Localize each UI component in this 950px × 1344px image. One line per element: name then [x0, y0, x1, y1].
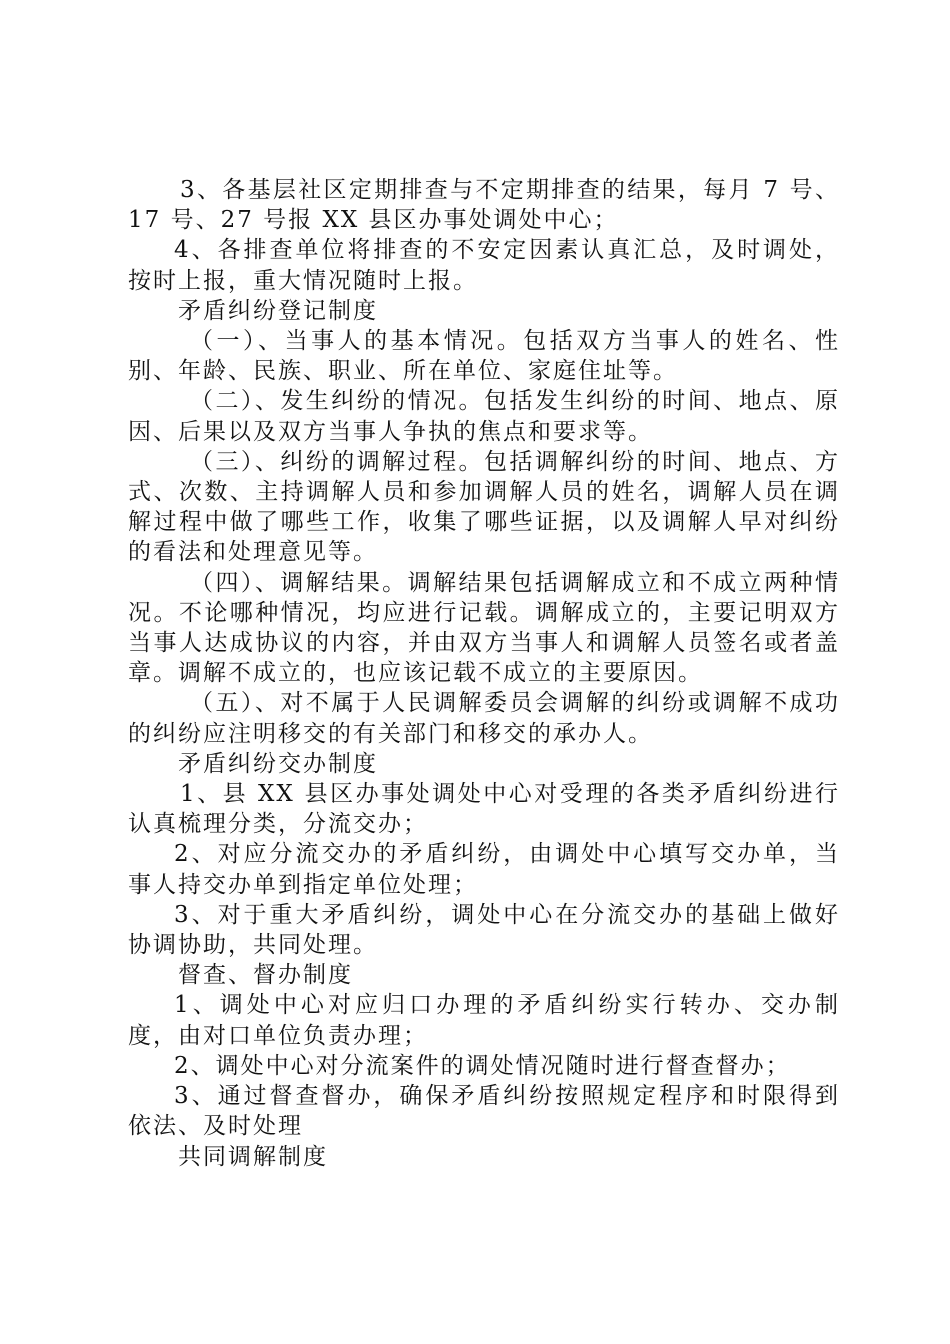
section-heading-joint-mediation: 共同调解制度: [178, 1143, 328, 1170]
paragraph-report-schedule: 3、各基层社区定期排查与不定期排查的结果，每月 7 号、17 号、27 号报 XX 县区办事处调处中心；: [128, 177, 840, 234]
paragraph-assignment-two: 2、对应分流交办的矛盾纠纷，由调处中心填写交办单，当事人持交办单到指定单位处理；: [128, 841, 840, 898]
paragraph-assignment-three: 3、对于重大矛盾纠纷，调处中心在分流交办的基础上做好协调协助，共同处理。: [128, 901, 840, 959]
section-heading-supervision: 督查、督办制度: [178, 962, 353, 989]
paragraph-summary-report: 4、各排查单位将排查的不安定因素认真汇总，及时调处，按时上报，重大情况随时上报。: [128, 237, 840, 294]
paragraph-supervision-two: 2、调处中心对分流案件的调处情况随时进行督查督办；: [174, 1052, 791, 1079]
paragraph-supervision-one: 1、调处中心对应归口办理的矛盾纠纷实行转办、交办制度，由对口单位负责办理；: [128, 992, 840, 1049]
paragraph-supervision-three: 3、通过督查督办，确保矛盾纠纷按照规定程序和时限得到依法、及时处理: [128, 1083, 840, 1140]
paragraph-assignment-one: 1、县 XX 县区办事处调处中心对受理的各类矛盾纠纷进行认真梳理分类，分流交办；: [128, 781, 840, 838]
section-heading-assignment: 矛盾纠纷交办制度: [178, 750, 378, 777]
document-body: [128, 175, 840, 1172]
paragraph-item-five: （五）、对不属于人民调解委员会调解的纠纷或调解不成功的纠纷应注明移交的有关部门和移交的承办人。: [128, 690, 840, 747]
paragraph-item-four: （四）、调解结果。调解结果包括调解成立和不成立两种情况。不论哪种情况，均应进行记载。调解成立的，主要记明双方当事人达成协议的内容，并由双方当事人和调解人员签名或者盖章。调解不成立的，也应该记载不成立的主要原因。: [128, 569, 840, 687]
paragraph-item-three: （三）、纠纷的调解过程。包括调解纠纷的时间、地点、方式、次数、主持调解人员和参加调解人员的姓名，调解人员在调解过程中做了哪些工作，收集了哪些证据，以及调解人早对纠纷的看法和处理意见等。: [128, 448, 840, 566]
paragraph-item-two: （二）、发生纠纷的情况。包括发生纠纷的时间、地点、原因、后果以及双方当事人争执的焦点和要求等。: [128, 388, 840, 445]
paragraph-item-one: （一）、当事人的基本情况。包括双方当事人的姓名、性别、年龄、民族、职业、所在单位、家庭住址等。: [128, 328, 840, 385]
section-heading-registration: 矛盾纠纷登记制度: [178, 297, 378, 324]
